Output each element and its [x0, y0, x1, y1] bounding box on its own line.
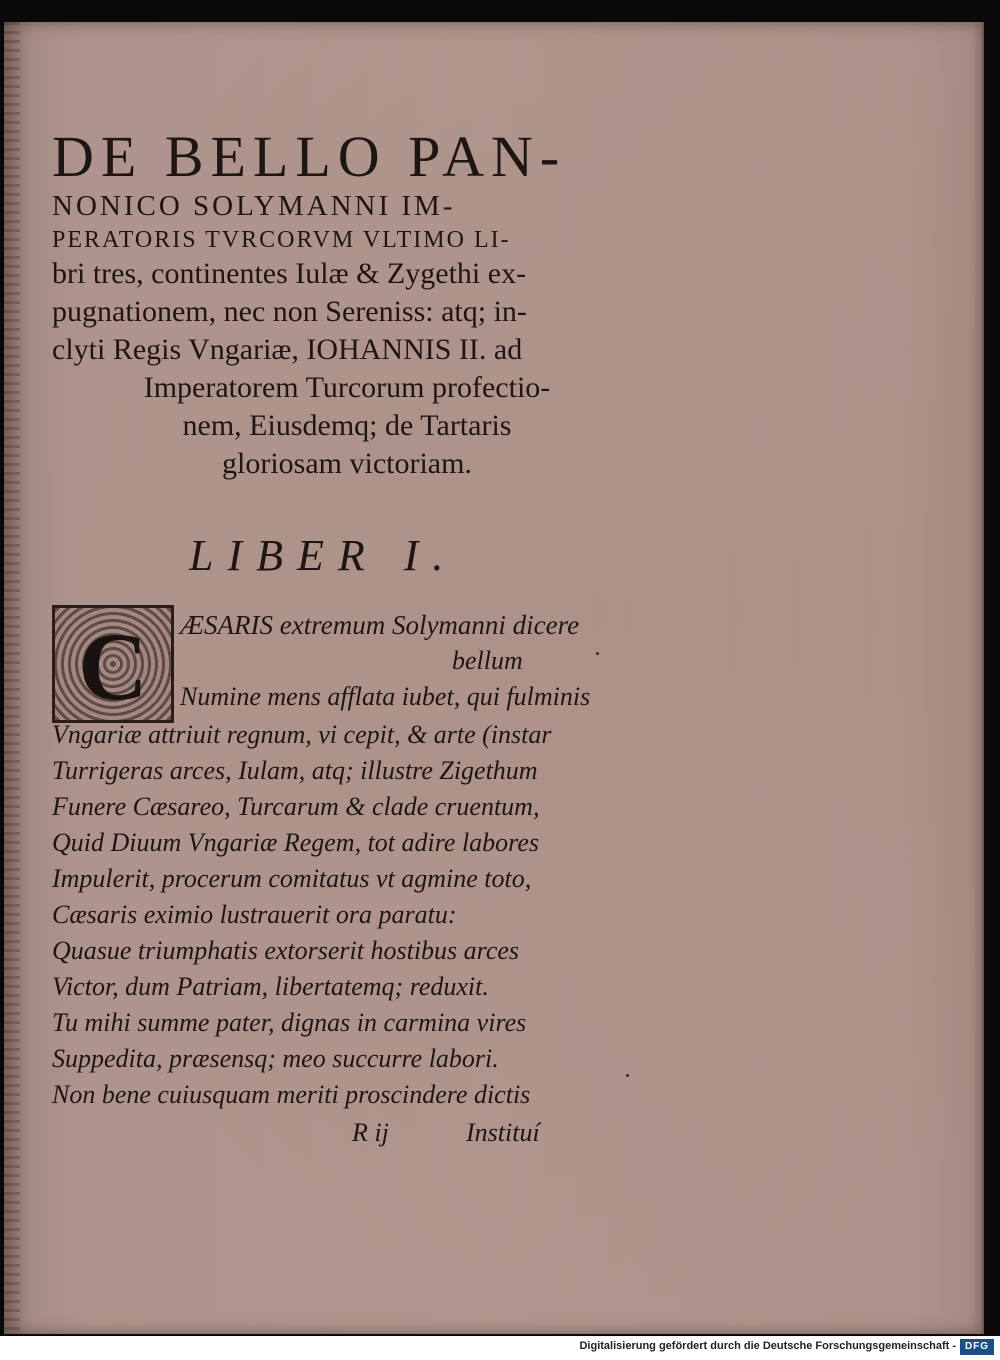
poem-line: Quasue triumphatis extorserit hostibus arces: [52, 936, 520, 965]
poem-line: Impulerit, procerum comitatus vt agmine toto,: [52, 864, 532, 893]
title-line-1: DE BELLO PAN-: [52, 124, 567, 189]
poem-line: Numine mens afflata iubet, qui fulminis: [180, 682, 591, 711]
title-line-7: Imperatorem Turcorum profectio-: [143, 371, 551, 404]
title-line-2: NONICO SOLYMANNI IM-: [52, 190, 456, 222]
title-line-4: bri tres, continentes Iulæ & Zygethi ex-: [52, 257, 527, 290]
title-line-9: gloriosam victoriam.: [222, 447, 472, 480]
title-block: [52, 124, 642, 483]
footer-credit: Digitalisierung gefördert durch die Deutsche Forschungsgemeinschaft -: [579, 1340, 956, 1352]
poem-line: Vngariæ attriuit regnum, vi cepit, & arte (instar: [52, 720, 552, 749]
section-heading: LIBER I.: [189, 531, 458, 580]
poem-line: Cæsaris eximio lustrauerit ora paratu:: [52, 900, 457, 929]
title-line-3: PERATORIS TVRCORVM VLTIMO LI-: [52, 227, 511, 253]
dfg-logo-icon: DFG: [960, 1339, 994, 1355]
title-line-8: nem, Eiusdemq; de Tartaris: [182, 409, 512, 442]
poem-line: Tu mihi summe pater, dignas in carmina vires: [52, 1008, 527, 1037]
poem-line: bellum: [452, 646, 523, 675]
poem-line: Funere Cæsareo, Turcarum & clade cruentum,: [52, 792, 540, 821]
poem-line: Suppedita, præsensq; meo succurre labori.: [52, 1044, 499, 1073]
poem-line: ÆSARIS extremum Solymanni dicere: [180, 610, 580, 640]
title-line-5: pugnationem, nec non Sereniss: atq; in-: [52, 295, 527, 328]
decorated-initial: [52, 605, 174, 723]
initial-letter: C: [78, 613, 148, 720]
poem-line: Victor, dum Patriam, libertatemq; reduxit.: [52, 972, 489, 1001]
footer-bar: [0, 1336, 1000, 1360]
signature-mark: R ij: [352, 1118, 389, 1147]
title-line-6: clyti Regis Vngariæ, IOHANNIS II. ad: [52, 333, 523, 366]
book-page: [4, 22, 984, 1334]
poem-line: Non bene cuiusquam meriti proscindere dictis: [52, 1080, 531, 1109]
ink-speck: [626, 1074, 629, 1077]
ink-speck: [596, 652, 599, 655]
catchword: Instituí: [466, 1118, 540, 1147]
poem-line: Quid Diuum Vngariæ Regem, tot adire labores: [52, 828, 539, 857]
poem-line: Turrigeras arces, Iulam, atq; illustre Zigethum: [52, 756, 538, 785]
